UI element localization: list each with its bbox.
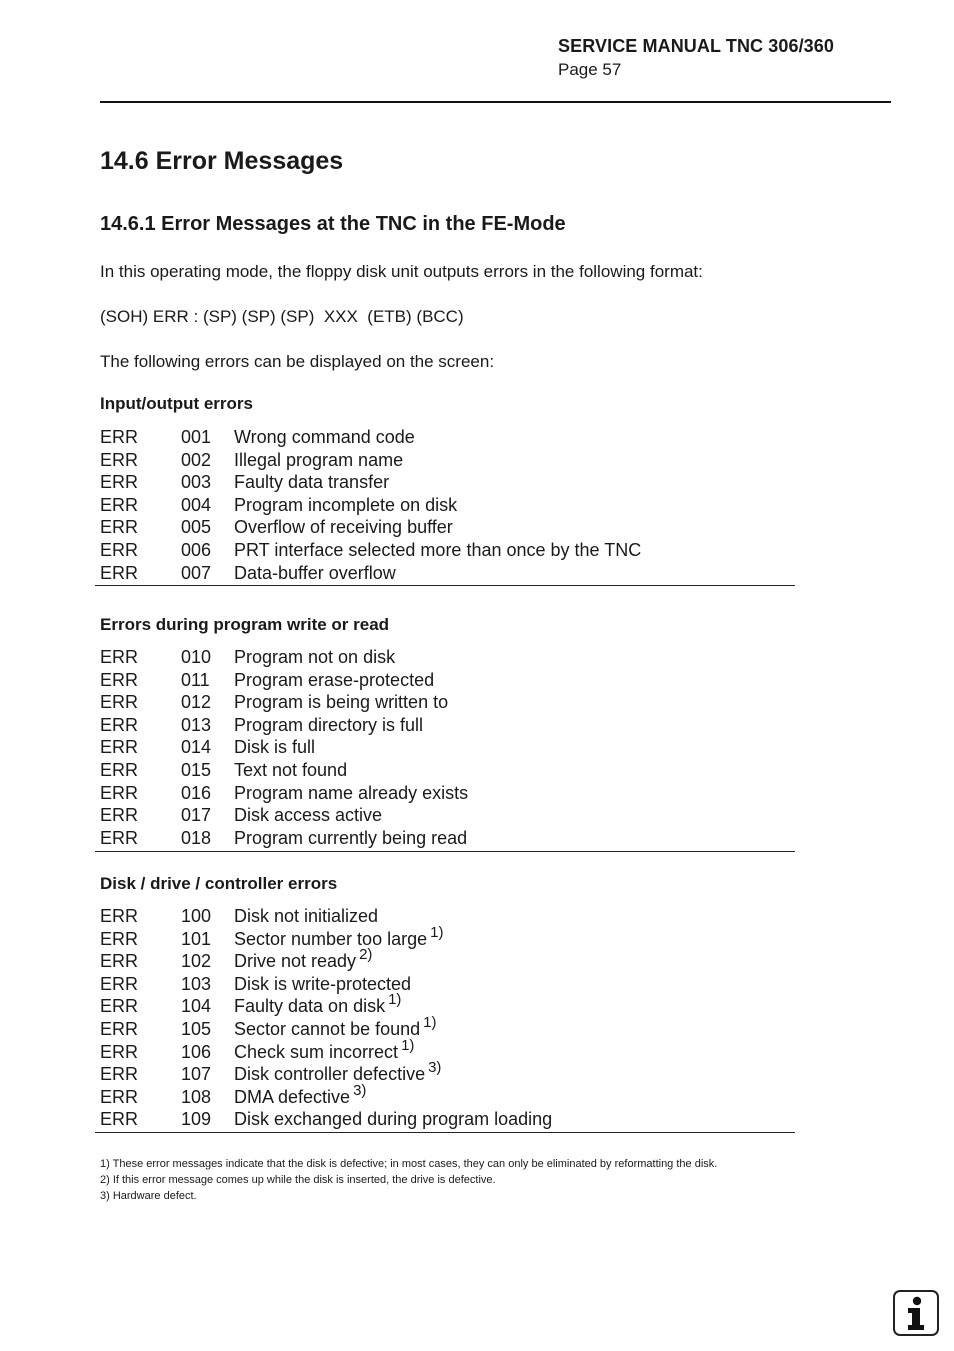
error-code: 018 — [181, 827, 212, 848]
error-description-cell — [234, 1059, 442, 1088]
error-description: Disk is write-protected — [234, 973, 412, 994]
error-row — [100, 562, 800, 585]
error-description: Wrong command code — [234, 427, 415, 447]
error-code: 001 — [181, 427, 212, 447]
error-description-cell — [234, 516, 453, 539]
lead-paragraph: The following errors can be displayed on the screen: — [100, 352, 495, 371]
error-code: 107 — [181, 1064, 212, 1085]
footnote-ref: 3) — [353, 1081, 367, 1099]
error-row — [100, 905, 800, 928]
footnote-1: 1) These error messages indicate that the disk is defective; in most cases, they can only be eliminated by reformatting the disk. — [100, 1158, 718, 1170]
footnote-ref: 2) — [359, 946, 373, 964]
error-description: Overflow of receiving buffer — [234, 517, 453, 538]
footnote-ref: 1) — [401, 1036, 415, 1054]
error-description: Text not found — [234, 759, 348, 780]
error-code: 106 — [181, 1041, 212, 1062]
error-description-cell — [234, 691, 448, 714]
error-prefix: ERR — [100, 647, 139, 667]
error-description: Program is being written to — [234, 692, 449, 713]
error-description: Program name already exists — [234, 782, 469, 803]
error-code: 109 — [181, 1109, 212, 1130]
error-description: Faulty data transfer — [234, 472, 390, 493]
error-description: Illegal program name — [234, 449, 404, 470]
footnote-ref: 1) — [423, 1013, 437, 1031]
error-prefix: ERR — [100, 737, 139, 758]
error-code: 108 — [181, 1086, 212, 1107]
info-icon-glyph — [895, 1292, 937, 1334]
footnote-3: 3) Hardware defect. — [100, 1190, 197, 1202]
error-prefix: ERR — [100, 906, 139, 926]
error-description: Disk access active — [234, 805, 383, 826]
footnote-2: 2) If this error message comes up while the disk is inserted, the drive is defective. — [100, 1174, 496, 1186]
error-description-cell — [234, 494, 457, 517]
error-description: Data-buffer overflow — [234, 562, 396, 583]
error-description-cell — [234, 973, 411, 996]
error-code: 010 — [181, 647, 212, 667]
error-description-cell — [234, 562, 396, 585]
error-row — [100, 494, 800, 517]
error-description: Check sum incorrect — [234, 1041, 399, 1062]
error-code: 012 — [181, 692, 212, 713]
error-description: Faulty data on disk — [234, 996, 386, 1017]
page-number: Page 57 — [558, 60, 622, 79]
error-prefix: ERR — [100, 973, 139, 994]
error-prefix: ERR — [100, 669, 139, 690]
error-list-input-output — [100, 426, 800, 584]
error-description: PRT interface selected more than once by the TNC — [234, 539, 642, 560]
error-description-cell — [234, 923, 444, 953]
error-row — [100, 426, 800, 449]
error-description-cell — [234, 449, 403, 472]
footnote-ref: 1) — [388, 991, 402, 1009]
error-description-cell — [234, 471, 389, 494]
error-description-cell — [234, 669, 434, 692]
error-row — [100, 973, 800, 996]
error-row — [100, 539, 800, 562]
error-description-cell — [234, 426, 415, 449]
error-prefix: ERR — [100, 692, 139, 713]
error-description: Program erase-protected — [234, 669, 435, 690]
error-prefix: ERR — [100, 996, 139, 1017]
error-code: 015 — [181, 759, 212, 780]
error-prefix: ERR — [100, 494, 139, 515]
error-list-disk-drive — [100, 905, 800, 1131]
error-description-cell — [234, 827, 467, 850]
error-code: 017 — [181, 805, 212, 826]
error-code: 101 — [181, 928, 212, 949]
error-row — [100, 923, 800, 951]
section-divider — [95, 851, 795, 852]
footnote-ref: 1) — [430, 923, 444, 941]
error-row — [100, 1081, 800, 1109]
error-description-cell — [234, 1108, 552, 1131]
error-code: 007 — [181, 562, 212, 583]
error-row — [100, 782, 800, 805]
error-code: 102 — [181, 951, 212, 972]
error-prefix: ERR — [100, 805, 139, 826]
error-row — [100, 1013, 800, 1041]
error-prefix: ERR — [100, 539, 139, 560]
error-description-cell — [234, 736, 315, 759]
error-code: 105 — [181, 1018, 212, 1039]
error-prefix: ERR — [100, 562, 139, 583]
info-icon — [893, 1290, 939, 1336]
error-row — [100, 991, 800, 1018]
error-prefix: ERR — [100, 1041, 139, 1062]
error-description-cell — [234, 946, 373, 975]
error-code: 005 — [181, 517, 212, 538]
intro-paragraph: In this operating mode, the floppy disk unit outputs errors in the following format: — [100, 262, 703, 281]
error-description: DMA defective — [234, 1086, 351, 1107]
error-description: Program directory is full — [234, 714, 424, 735]
manual-title: SERVICE MANUAL TNC 306/360 — [558, 36, 835, 56]
error-description: Program currently being read — [234, 827, 468, 848]
section-title-disk-drive: Disk / drive / controller errors — [100, 874, 338, 893]
error-description-cell — [234, 905, 378, 928]
header-divider — [100, 101, 891, 103]
error-prefix: ERR — [100, 714, 139, 735]
error-description: Disk controller defective — [234, 1064, 426, 1085]
error-description: Drive not ready — [234, 951, 357, 972]
error-row — [100, 759, 800, 782]
error-row — [100, 946, 800, 973]
error-prefix: ERR — [100, 928, 139, 949]
error-prefix: ERR — [100, 1064, 139, 1085]
section-heading: 14.6 Error Messages — [100, 147, 344, 175]
error-row — [100, 691, 800, 714]
error-row — [100, 804, 800, 827]
error-code: 003 — [181, 472, 212, 493]
error-description-cell — [234, 539, 641, 562]
error-prefix: ERR — [100, 472, 139, 493]
error-description: Sector number too large — [234, 928, 428, 949]
error-code: 100 — [181, 906, 212, 926]
error-prefix: ERR — [100, 782, 139, 803]
error-row — [100, 669, 800, 692]
error-prefix: ERR — [100, 951, 139, 972]
error-row — [100, 1059, 800, 1086]
error-row — [100, 1108, 800, 1131]
section-title-input-output: Input/output errors — [100, 394, 253, 413]
error-row — [100, 714, 800, 737]
error-code: 013 — [181, 714, 212, 735]
error-description: Disk not initialized — [234, 906, 379, 926]
error-code: 002 — [181, 449, 212, 470]
error-prefix: ERR — [100, 449, 139, 470]
error-description-cell — [234, 804, 382, 827]
format-line: (SOH) ERR : (SP) (SP) (SP) XXX (ETB) (BCC) — [100, 307, 464, 326]
error-description-cell — [234, 1081, 367, 1111]
error-prefix: ERR — [100, 1086, 139, 1107]
error-prefix: ERR — [100, 759, 139, 780]
error-code: 016 — [181, 782, 212, 803]
error-row — [100, 471, 800, 494]
error-row — [100, 827, 800, 850]
error-description-cell — [234, 782, 468, 805]
error-description-cell — [234, 759, 347, 782]
error-description-cell — [234, 646, 395, 669]
error-list-write-read — [100, 646, 800, 849]
error-prefix: ERR — [100, 1109, 139, 1130]
section-title-write-read: Errors during program write or read — [100, 615, 390, 634]
error-code: 011 — [181, 669, 210, 690]
error-description: Program incomplete on disk — [234, 494, 458, 515]
footnote-ref: 3) — [428, 1059, 442, 1077]
error-description-cell — [234, 1036, 415, 1066]
section-divider — [95, 1132, 795, 1133]
error-description: Disk exchanged during program loading — [234, 1109, 553, 1130]
error-description: Disk is full — [234, 737, 316, 758]
error-row — [100, 1036, 800, 1064]
error-code: 006 — [181, 539, 212, 560]
subsection-heading: 14.6.1 Error Messages at the TNC in the FE-Mode — [100, 213, 566, 235]
error-description-cell — [234, 714, 423, 737]
error-code: 103 — [181, 973, 212, 994]
error-code: 104 — [181, 996, 212, 1017]
section-divider — [95, 585, 795, 586]
error-description: Sector cannot be found — [234, 1018, 421, 1039]
error-prefix: ERR — [100, 1018, 139, 1039]
error-description: Program not on disk — [234, 647, 396, 667]
error-row — [100, 736, 800, 759]
error-row — [100, 449, 800, 472]
error-row — [100, 516, 800, 539]
error-row — [100, 646, 800, 669]
error-prefix: ERR — [100, 517, 139, 538]
error-prefix: ERR — [100, 427, 139, 447]
error-description-cell — [234, 991, 402, 1020]
error-prefix: ERR — [100, 827, 139, 848]
error-code: 004 — [181, 494, 212, 515]
error-code: 014 — [181, 737, 212, 758]
